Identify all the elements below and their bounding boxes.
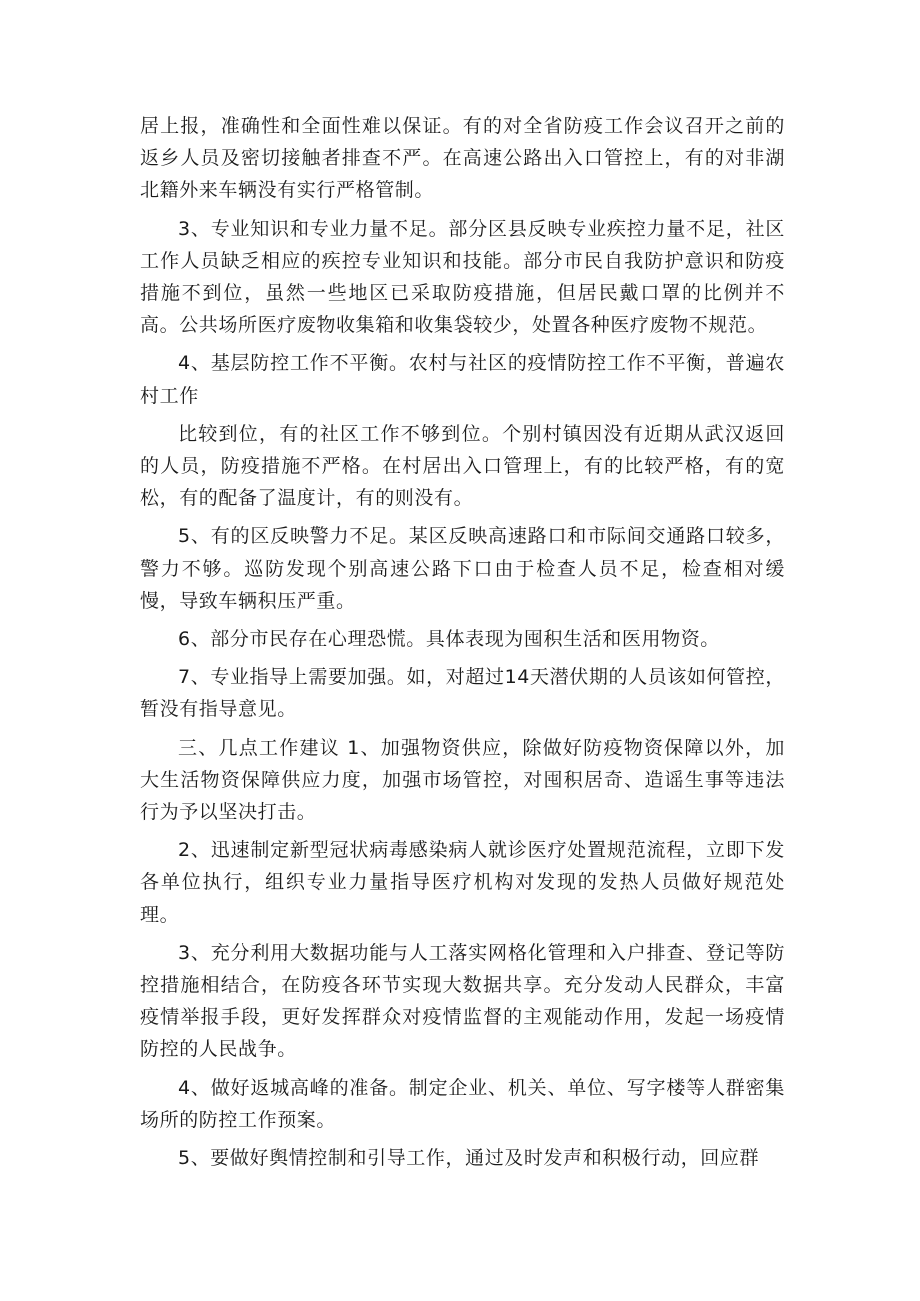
paragraph-2: 3、专业知识和专业力量不足。部分区县反映专业疾控力量不足，社区工作人员缺乏相应的疾控专业知识和技能。部分市民自我防护意识和防疫措施不到位，虽然一些地区已采取防疫措施，但居民戴口罩的比例并不高。公共场所医疗废物收集箱和收集袋较少，处置各种医疗废物不规范。 — [140, 217, 785, 337]
paragraph-3: 4、基层防控工作不平衡。农村与社区的疫情防控工作不平衡，普遍农村工作 — [140, 352, 785, 407]
paragraph-11: 4、做好返城高峰的准备。制定企业、机关、单位、写字楼等人群密集场所的防控工作预案。 — [140, 1076, 785, 1131]
paragraph-9: 2、迅速制定新型冠状病毒感染病人就诊医疗处置规范流程，立即下发各单位执行，组织专业力量指导医疗机构对发现的发热人员做好规范处理。 — [140, 839, 785, 926]
paragraph-7: 7、专业指导上需要加强。如，对超过14天潜伏期的人员该如何管控，暂没有指导意见。 — [140, 666, 785, 721]
paragraph-1: 居上报，准确性和全面性难以保证。有的对全省防疫工作会议召开之前的返乡人员及密切接触者排查不严。在高速公路出入口管控上，有的对非湖北籍外来车辆没有实行严格管制。 — [140, 115, 785, 202]
paragraph-8: 三、几点工作建议 1、加强物资供应，除做好防疫物资保障以外，加大生活物资保障供应力度，加强市场管控，对囤积居奇、造谣生事等违法行为予以坚决打击。 — [140, 736, 785, 824]
paragraph-12: 5、要做好舆情控制和引导工作，通过及时发声和积极行动，回应群 — [178, 1147, 760, 1170]
paragraph-4: 比较到位，有的社区工作不够到位。个别村镇因没有近期从武汉返回的人员，防疫措施不严格。在村居出入口管理上，有的比较严格，有的宽松，有的配备了温度计，有的则没有。 — [140, 422, 785, 510]
paragraph-10: 3、充分利用大数据功能与人工落实网格化管理和入户排查、登记等防控措施相结合，在防疫各环节实现大数据共享。充分发动人民群众，丰富疫情举报手段，更好发挥群众对疫情监督的主观能动作用，发起一场疫情防控的人民战争。 — [140, 941, 785, 1061]
paragraph-5: 5、有的区反映警力不足。某区反映高速路口和市际间交通路口较多，警力不够。巡防发现个别高速公路下口由于检查人员不足，检查相对缓慢，导致车辆积压严重。 — [140, 525, 785, 612]
document-body — [140, 110, 785, 1180]
paragraph-6: 6、部分市民存在心理恐慌。具体表现为囤积生活和医用物资。 — [178, 628, 720, 651]
